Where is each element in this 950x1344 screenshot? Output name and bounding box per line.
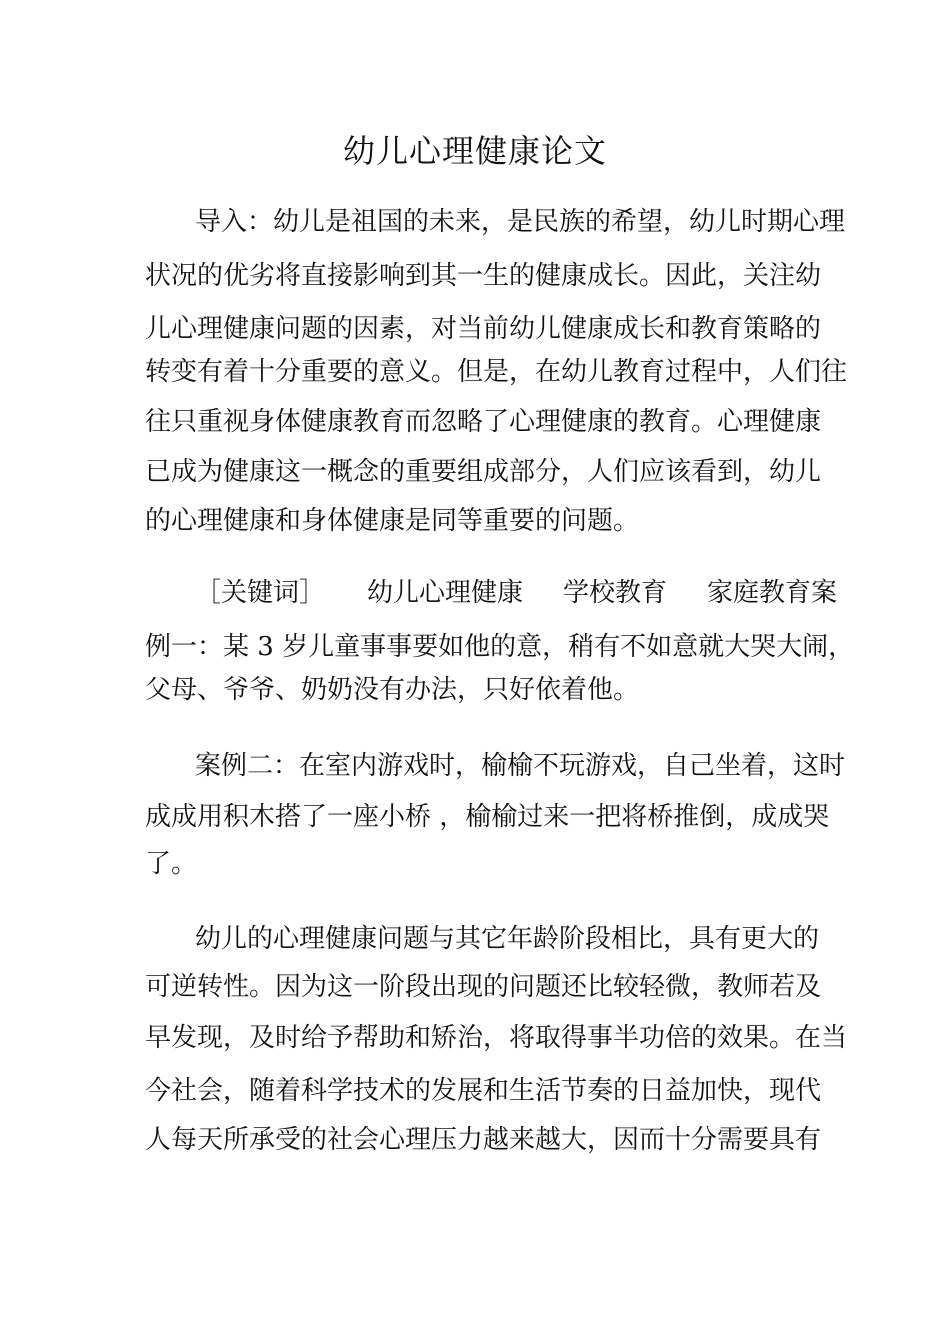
keyword-item: 家庭教育案 bbox=[707, 578, 838, 608]
keyword-item: 学校教育 bbox=[563, 578, 668, 608]
intro-line-1: 导入：幼儿是祖国的未来，是民族的希望，幼儿时期心理 bbox=[195, 207, 846, 237]
body-line-3: 早发现，及时给予帮助和矫治，将取得事半功倍的效果。在当 bbox=[145, 1023, 848, 1053]
body-line-1: 幼儿的心理健康问题与其它年龄阶段相比，具有更大的 bbox=[195, 924, 820, 954]
keywords-label: ［关键词］ bbox=[195, 578, 326, 608]
intro-line-3: 儿心理健康问题的因素，对当前幼儿健康成长和教育策略的 bbox=[145, 314, 822, 344]
keywords-line bbox=[195, 573, 838, 613]
document-title: 幼儿心理健康论文 bbox=[342, 132, 607, 170]
body-line-5: 人每天所承受的社会心理压力越来越大，因而十分需要具有 bbox=[145, 1125, 822, 1155]
keyword-item: 幼儿心理健康 bbox=[367, 578, 524, 608]
case-one-line-2: 父母、爷爷、奶奶没有办法，只好依着他。 bbox=[145, 675, 640, 705]
case-two-line-1: 案例二：在室内游戏时，榆榆不玩游戏，自己坐着，这时 bbox=[195, 751, 846, 781]
intro-line-4: 转变有着十分重要的意义。但是，在幼儿教育过程中，人们往 bbox=[145, 357, 848, 387]
body-line-2: 可逆转性。因为这一阶段出现的问题还比较轻微，教师若及 bbox=[145, 972, 822, 1002]
intro-line-2: 状况的优劣将直接影响到其一生的健康成长。因此，关注幼 bbox=[145, 261, 822, 291]
intro-line-5: 往只重视身体健康教育而忽略了心理健康的教育。心理健康 bbox=[145, 407, 822, 437]
case-two-line-2: 成成用积木搭了一座小桥 ，榆榆过来一把将桥推倒，成成哭 bbox=[145, 802, 830, 832]
intro-line-7: 的心理健康和身体健康是同等重要的问题。 bbox=[145, 506, 640, 536]
case-one-line-1: 例一：某 3 岁儿童事事要如他的意，稍有不如意就大哭大闹， bbox=[145, 632, 855, 662]
intro-line-6: 已成为健康这一概念的重要组成部分，人们应该看到，幼儿 bbox=[145, 457, 822, 487]
case-two-line-3: 了。 bbox=[145, 849, 198, 879]
body-line-4: 今社会，随着科学技术的发展和生活节奏的日益加快，现代 bbox=[145, 1076, 822, 1106]
